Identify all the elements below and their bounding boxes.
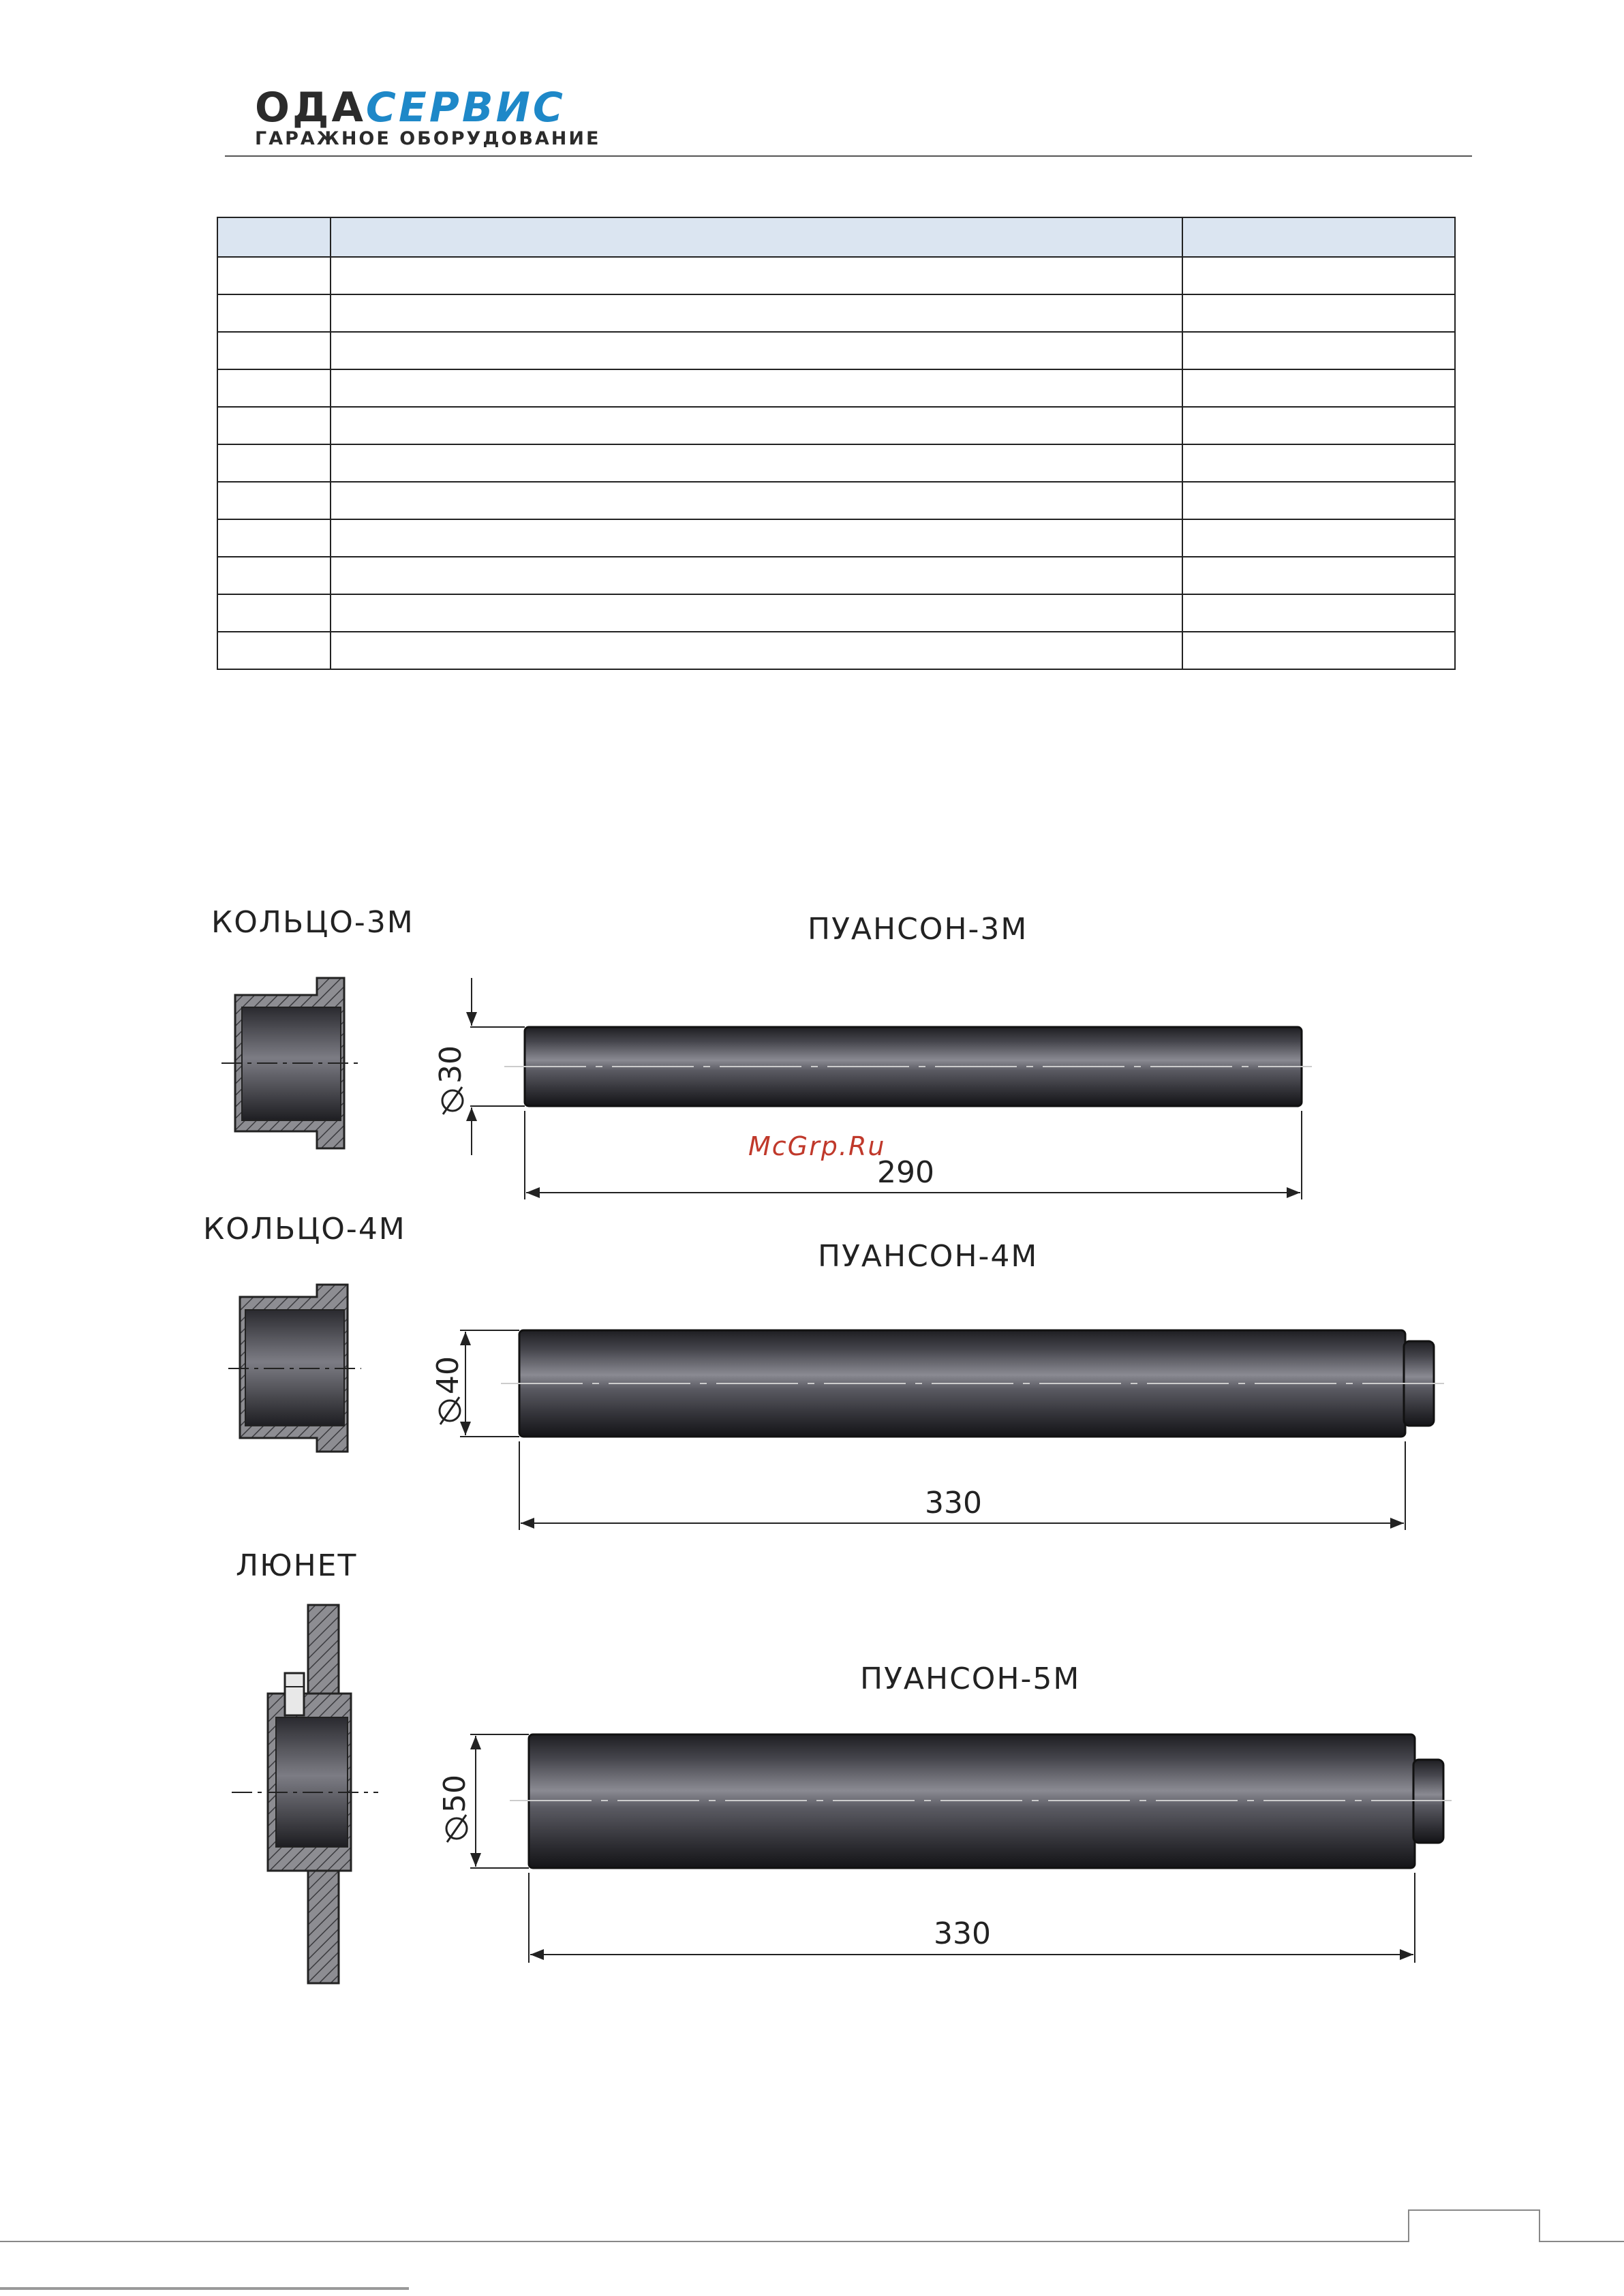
page-number-tab <box>1539 2209 1540 2242</box>
footer-rule <box>1539 2241 1624 2242</box>
logo-subtitle: ГАРАЖНОЕ ОБОРУДОВАНИЕ <box>255 128 601 149</box>
punch-3m-label: ПУАНСОН-3М <box>808 912 1028 947</box>
page-number-tab <box>1408 2209 1540 2211</box>
page-number-tab <box>1408 2209 1409 2242</box>
punch-5m-length: 330 <box>934 1916 991 1951</box>
punch-5m-label: ПУАНСОН-5М <box>860 1662 1081 1696</box>
punch-5m-diameter: 50 <box>438 1775 472 1813</box>
punch-3m-length: 290 <box>877 1155 934 1190</box>
punch-4m-diameter: 40 <box>431 1356 465 1394</box>
lunette-section <box>232 1605 378 1983</box>
ring-4m-section <box>228 1285 361 1452</box>
footer-edge <box>0 2287 409 2290</box>
punch-3m-diameter: 30 <box>433 1045 468 1084</box>
ring-3m-label: КОЛЬЦО-3М <box>211 905 414 940</box>
footer-rule <box>0 2241 1408 2242</box>
logo-part-oda: ОДА <box>255 84 366 132</box>
diameter-symbols <box>440 1087 467 1842</box>
lunette-label: ЛЮНЕТ <box>236 1548 358 1583</box>
punch-4m-length: 330 <box>925 1486 982 1520</box>
watermark: McGrp.Ru <box>748 1131 886 1161</box>
ring-3m-section <box>221 978 358 1148</box>
ring-4m-label: КОЛЬЦО-4М <box>203 1212 406 1246</box>
logo-part-servis: СЕРВИС <box>365 84 566 132</box>
punch-4m-label: ПУАНСОН-4М <box>818 1239 1039 1274</box>
